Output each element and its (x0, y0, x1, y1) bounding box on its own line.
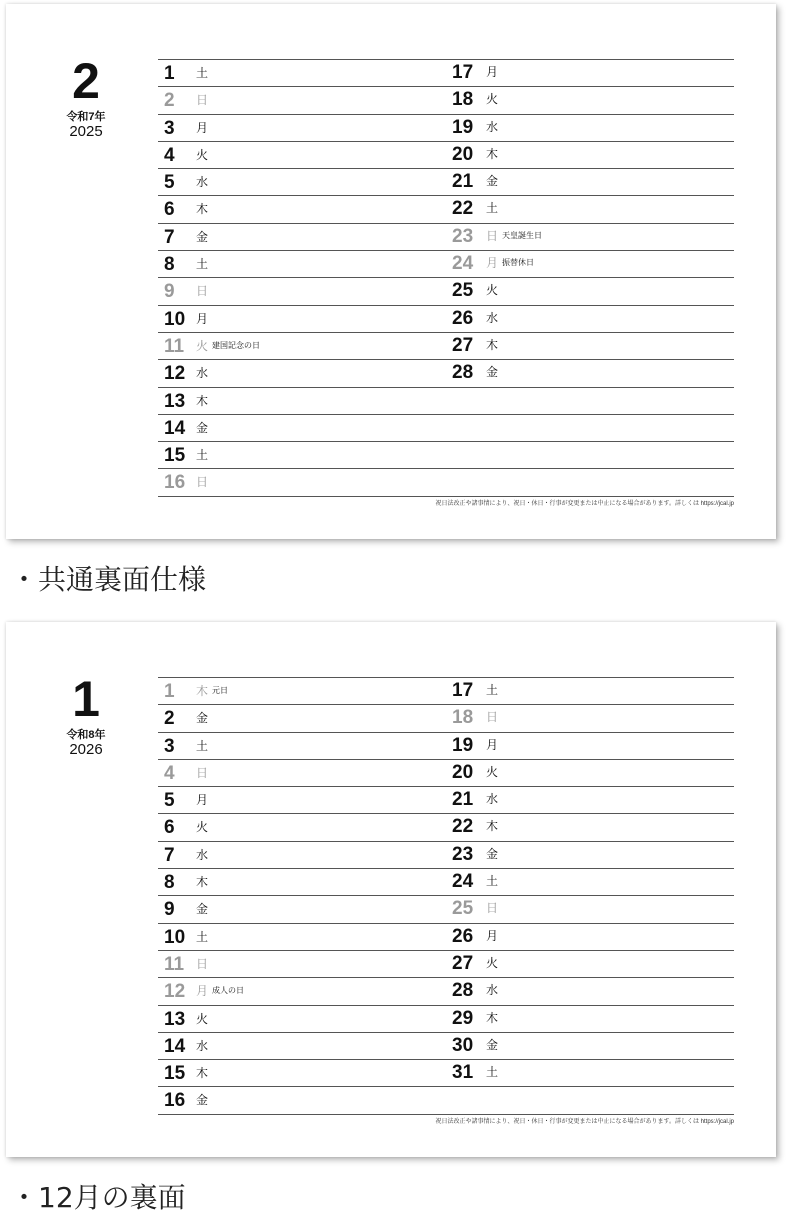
weekday-label: 日 (196, 93, 209, 108)
western-year: 2026 (69, 741, 103, 758)
holiday-label: 天皇誕生日 (502, 230, 542, 240)
weekday-label: 火 (196, 147, 209, 162)
day-row (446, 114, 734, 141)
bottom-rule (158, 496, 734, 497)
weekday-label: 木 (486, 819, 499, 834)
day-row (446, 977, 734, 1004)
day-number: 5 (164, 790, 175, 812)
calendar-sheet-feb-2025 (6, 4, 776, 539)
day-number: 15 (164, 1063, 186, 1085)
day-number: 1 (164, 681, 175, 702)
weekday-label: 火 (486, 92, 499, 107)
day-number: 17 (452, 62, 474, 83)
day-number: 7 (164, 844, 175, 866)
weekday-label: 土 (196, 448, 209, 463)
day-number: 24 (452, 871, 474, 893)
caption-common-back: ・共通裏面仕様 (10, 563, 207, 596)
days-column-right (446, 677, 734, 1086)
weekday-label: 月 (196, 311, 209, 326)
day-row (446, 704, 734, 731)
day-row (446, 732, 734, 759)
day-number: 27 (452, 952, 474, 974)
bottom-rule (158, 1114, 734, 1115)
weekday-label: 月 (196, 120, 209, 135)
day-number: 1 (164, 63, 175, 84)
holiday-label: 建国記念の日 (212, 340, 260, 350)
weekday-label: 土 (486, 874, 499, 889)
weekday-label: 月 (196, 793, 209, 808)
weekday-label: 水 (196, 1038, 209, 1053)
day-row (158, 1086, 734, 1113)
day-number: 11 (164, 953, 185, 975)
day-number: 13 (164, 390, 186, 412)
weekday-label: 金 (196, 902, 209, 917)
weekday-label: 土 (486, 1065, 499, 1080)
day-number: 26 (452, 307, 474, 329)
day-number: 4 (164, 762, 175, 784)
day-number: 19 (452, 734, 474, 756)
day-row (446, 868, 734, 895)
day-number: 2 (164, 90, 175, 112)
weekday-label: 金 (196, 1093, 209, 1108)
day-number: 31 (452, 1062, 474, 1084)
day-number: 10 (164, 308, 186, 330)
day-number: 30 (452, 1034, 474, 1056)
weekday-label: 日 (486, 228, 499, 243)
day-number: 3 (164, 735, 175, 757)
weekday-label: 土 (196, 929, 209, 944)
month-header (56, 53, 116, 140)
day-row (446, 141, 734, 168)
day-row (446, 195, 734, 222)
day-number: 23 (452, 843, 474, 865)
weekday-label: 日 (196, 475, 209, 490)
day-number: 18 (452, 89, 474, 111)
day-number: 21 (452, 789, 474, 811)
weekday-label: 木 (196, 875, 209, 890)
weekday-label: 木 (196, 1066, 209, 1081)
day-number: 22 (452, 816, 474, 838)
weekday-label: 火 (486, 764, 499, 779)
day-number: 20 (452, 761, 474, 783)
day-number: 16 (164, 1090, 186, 1112)
weekday-label: 木 (196, 202, 209, 217)
weekday-label: 土 (486, 683, 499, 697)
day-number: 15 (164, 445, 186, 467)
weekday-label: 火 (196, 1011, 209, 1026)
weekday-label: 金 (196, 711, 209, 726)
day-row (446, 813, 734, 840)
weekday-label: 水 (196, 847, 209, 862)
weekday-label: 水 (486, 983, 499, 998)
day-number: 28 (452, 362, 474, 384)
day-number: 18 (452, 707, 474, 729)
weekday-label: 火 (196, 820, 209, 835)
weekday-label: 金 (486, 365, 499, 380)
weekday-label: 日 (196, 956, 209, 971)
weekday-label: 月 (486, 737, 499, 752)
day-number: 21 (452, 171, 474, 193)
day-number: 23 (452, 225, 474, 247)
western-year: 2025 (69, 123, 103, 140)
weekday-label: 金 (196, 420, 209, 435)
day-number: 27 (452, 334, 474, 356)
day-row (446, 59, 734, 86)
weekday-label: 火 (486, 955, 499, 970)
day-number: 5 (164, 172, 175, 194)
day-number: 6 (164, 199, 175, 221)
weekday-label: 日 (486, 710, 499, 725)
calendar-sheet-jan-2026 (6, 622, 776, 1157)
day-number: 4 (164, 144, 175, 166)
day-number: 24 (452, 253, 474, 275)
day-row (446, 950, 734, 977)
day-number: 28 (452, 980, 474, 1002)
day-number: 6 (164, 817, 175, 839)
holiday-label: 元日 (212, 686, 228, 695)
weekday-label: 水 (486, 792, 499, 807)
weekday-label: 金 (486, 174, 499, 189)
month-header (56, 671, 116, 758)
day-number: 12 (164, 981, 186, 1003)
days-column-right (446, 59, 734, 387)
weekday-label: 木 (196, 393, 209, 408)
month-number: 2 (72, 53, 100, 109)
holiday-label: 振替休日 (502, 258, 534, 268)
day-number: 8 (164, 254, 175, 276)
weekday-label: 日 (196, 284, 209, 299)
day-row (446, 677, 734, 704)
day-row (446, 277, 734, 304)
day-number: 14 (164, 1035, 186, 1057)
weekday-label: 火 (486, 283, 499, 298)
caption-december-back: ・12月の裏面 (10, 1181, 186, 1214)
weekday-label: 月 (486, 65, 499, 79)
day-row (158, 468, 734, 495)
day-row (446, 759, 734, 786)
day-row (446, 223, 734, 250)
day-number: 2 (164, 708, 175, 730)
weekday-label: 木 (486, 1010, 499, 1025)
weekday-label: 月 (486, 256, 499, 271)
day-number: 13 (164, 1008, 186, 1030)
day-number: 22 (452, 198, 474, 220)
day-row (446, 168, 734, 195)
day-number: 9 (164, 281, 175, 303)
weekday-label: 木 (486, 337, 499, 352)
day-number: 29 (452, 1007, 474, 1029)
day-number: 19 (452, 116, 474, 138)
day-number: 25 (452, 280, 474, 302)
day-number: 26 (452, 925, 474, 947)
day-number: 11 (164, 335, 185, 357)
day-row (158, 441, 734, 468)
weekday-label: 木 (196, 684, 209, 698)
day-number: 10 (164, 926, 186, 948)
day-row (446, 786, 734, 813)
weekday-label: 水 (486, 310, 499, 325)
weekday-label: 水 (196, 175, 209, 190)
weekday-label: 日 (196, 765, 209, 780)
day-number: 3 (164, 117, 175, 139)
era-year: 令和8年 (66, 729, 106, 741)
month-number: 1 (72, 671, 100, 727)
weekday-label: 水 (486, 119, 499, 134)
day-number: 12 (164, 363, 186, 385)
weekday-label: 木 (486, 146, 499, 161)
day-number: 14 (164, 417, 186, 439)
weekday-label: 火 (196, 338, 209, 353)
weekday-label: 水 (196, 366, 209, 381)
day-row (446, 305, 734, 332)
day-row (446, 841, 734, 868)
day-number: 17 (452, 680, 474, 701)
day-number: 20 (452, 143, 474, 165)
day-row (446, 332, 734, 359)
weekday-label: 土 (196, 257, 209, 272)
day-number: 8 (164, 872, 175, 894)
weekday-label: 金 (486, 846, 499, 861)
era-year: 令和7年 (66, 111, 106, 123)
weekday-label: 月 (486, 928, 499, 943)
footnote: 祝日法改正や諸事情により、祝日・休日・行事が変更または中止になる場合があります。詳しくは https://jcal.jp (435, 1119, 734, 1125)
day-row (446, 1059, 734, 1086)
day-row (158, 387, 734, 414)
weekday-label: 土 (486, 201, 499, 216)
day-row (446, 895, 734, 922)
day-row (446, 1032, 734, 1059)
day-row (158, 414, 734, 441)
weekday-label: 金 (196, 229, 209, 244)
day-row (446, 359, 734, 386)
weekday-label: 日 (486, 901, 499, 916)
day-row (446, 1005, 734, 1032)
day-number: 9 (164, 899, 175, 921)
day-number: 16 (164, 472, 186, 494)
day-row (446, 86, 734, 113)
weekday-label: 月 (196, 984, 209, 999)
footnote: 祝日法改正や諸事情により、祝日・休日・行事が変更または中止になる場合があります。詳しくは https://jcal.jp (435, 501, 734, 507)
day-row (446, 923, 734, 950)
holiday-label: 成人の日 (212, 986, 244, 996)
weekday-label: 金 (486, 1037, 499, 1052)
weekday-label: 土 (196, 66, 209, 80)
day-number: 7 (164, 226, 175, 248)
day-row (446, 250, 734, 277)
weekday-label: 土 (196, 738, 209, 753)
day-number: 25 (452, 898, 474, 920)
